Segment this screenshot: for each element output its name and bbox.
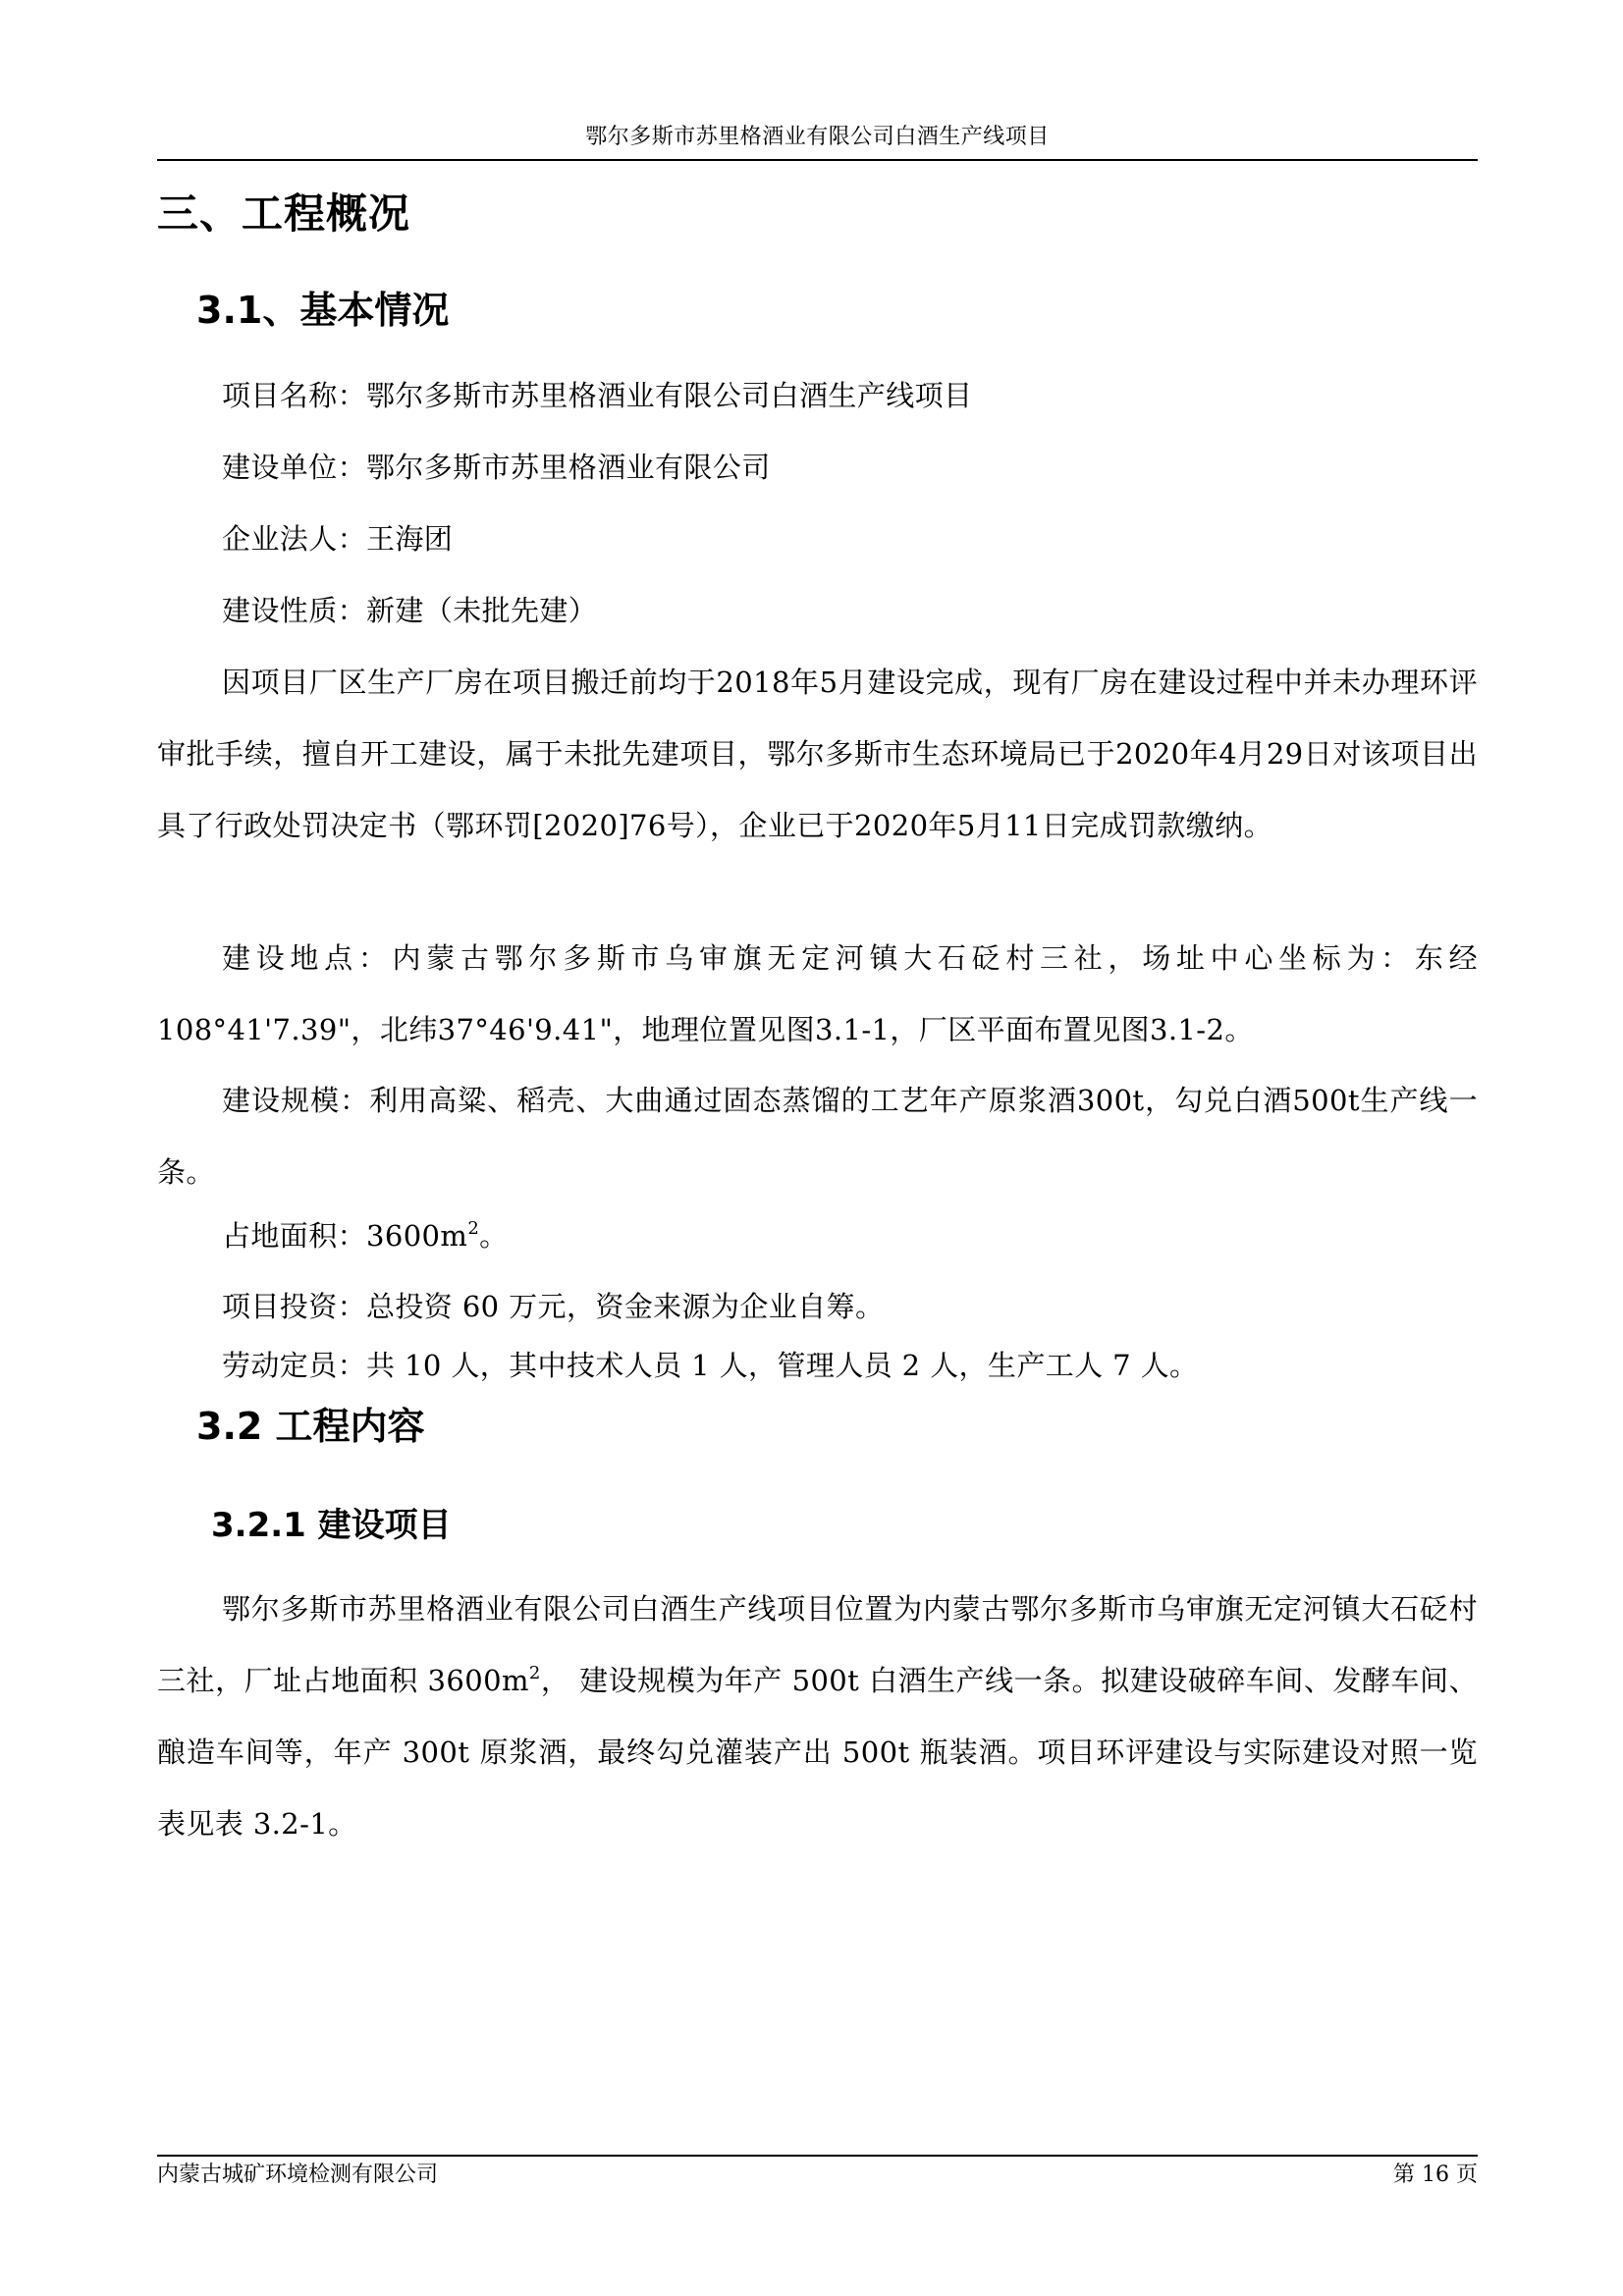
project-paragraph [157,1574,1478,1860]
footer-page-number: 第 16 页 [1393,2163,1478,2187]
project-paragraph-superscript: 2 [528,1663,541,1683]
chapter-heading: 三、工程概况 [157,189,411,238]
section-heading-content: 3.2 工程内容 [196,1405,425,1448]
nature-line: 建设性质：新建（未批先建） [222,594,598,627]
scale-paragraph: 建设规模：利用高粱、稻壳、大曲通过固态蒸馏的工艺年产原浆酒300t，勾兑白酒500t生产线一条。 [157,1084,1478,1189]
violation-paragraph: 因项目厂区生产厂房在项目搬迁前均于2018年5月建设完成，现有厂房在建设过程中并未办理环评审批手续，擅自开工建设，属于未批先建项目，鄂尔多斯市生态环境局已于2020年4月29日对该项目出具了行政处罚决定书（鄂环罚[2020]76号），企业已于2020年5月11日完成罚款缴纳。 [157,666,1478,842]
footer-divider [157,2155,1478,2157]
project-name-line: 项目名称：鄂尔多斯市苏里格酒业有限公司白酒生产线项目 [222,379,973,412]
section-heading-basic: 3.1、基本情况 [196,289,450,332]
running-header: 鄂尔多斯市苏里格酒业有限公司白酒生产线项目 [585,125,1050,149]
area-end: 。 [479,1219,509,1253]
area-superscript: 2 [467,1218,480,1239]
header-divider [157,159,1478,161]
legal-rep-line: 企业法人：王海团 [222,522,454,556]
area-label: 占地面积：3600m [222,1219,468,1253]
investment-line: 项目投资：总投资 60 万元，资金来源为企业自筹。 [222,1290,885,1323]
project-paragraph-part-b: ， 建设规模为年产 500t 白酒生产线一条。拟建设破碎车间、发酵车间、酿造车间等，年产 300t 原浆酒，最终勾兑灌装产出 500t 瓶装酒。项目环评建设与实际建设对照一览表见表 3.2-1。 [157,1664,1478,1841]
footer-company: 内蒙古城矿环境检测有限公司 [157,2163,439,2187]
area-line [222,1216,509,1255]
subsection-heading-project: 3.2.1 建设项目 [211,1506,452,1545]
builder-line: 建设单位：鄂尔多斯市苏里格酒业有限公司 [222,451,771,484]
staff-line: 劳动定员：共 10 人，其中技术人员 1 人，管理人员 2 人，生产工人 7 人。 [222,1349,1199,1382]
location-paragraph: 建设地点：内蒙古鄂尔多斯市乌审旗无定河镇大石砭村三社，场址中心坐标为：东经108°41'7.39"，北纬37°46'9.41"，地理位置见图3.1-1，厂区平面布置见图3.1-2。 [157,941,1478,1046]
project-paragraph-part-a: 鄂尔多斯市苏里格酒业有限公司白酒生产线项目位置为内蒙古鄂尔多斯市乌审旗无定河镇大石砭村三社，厂址占地面积 3600m [157,1592,1478,1697]
